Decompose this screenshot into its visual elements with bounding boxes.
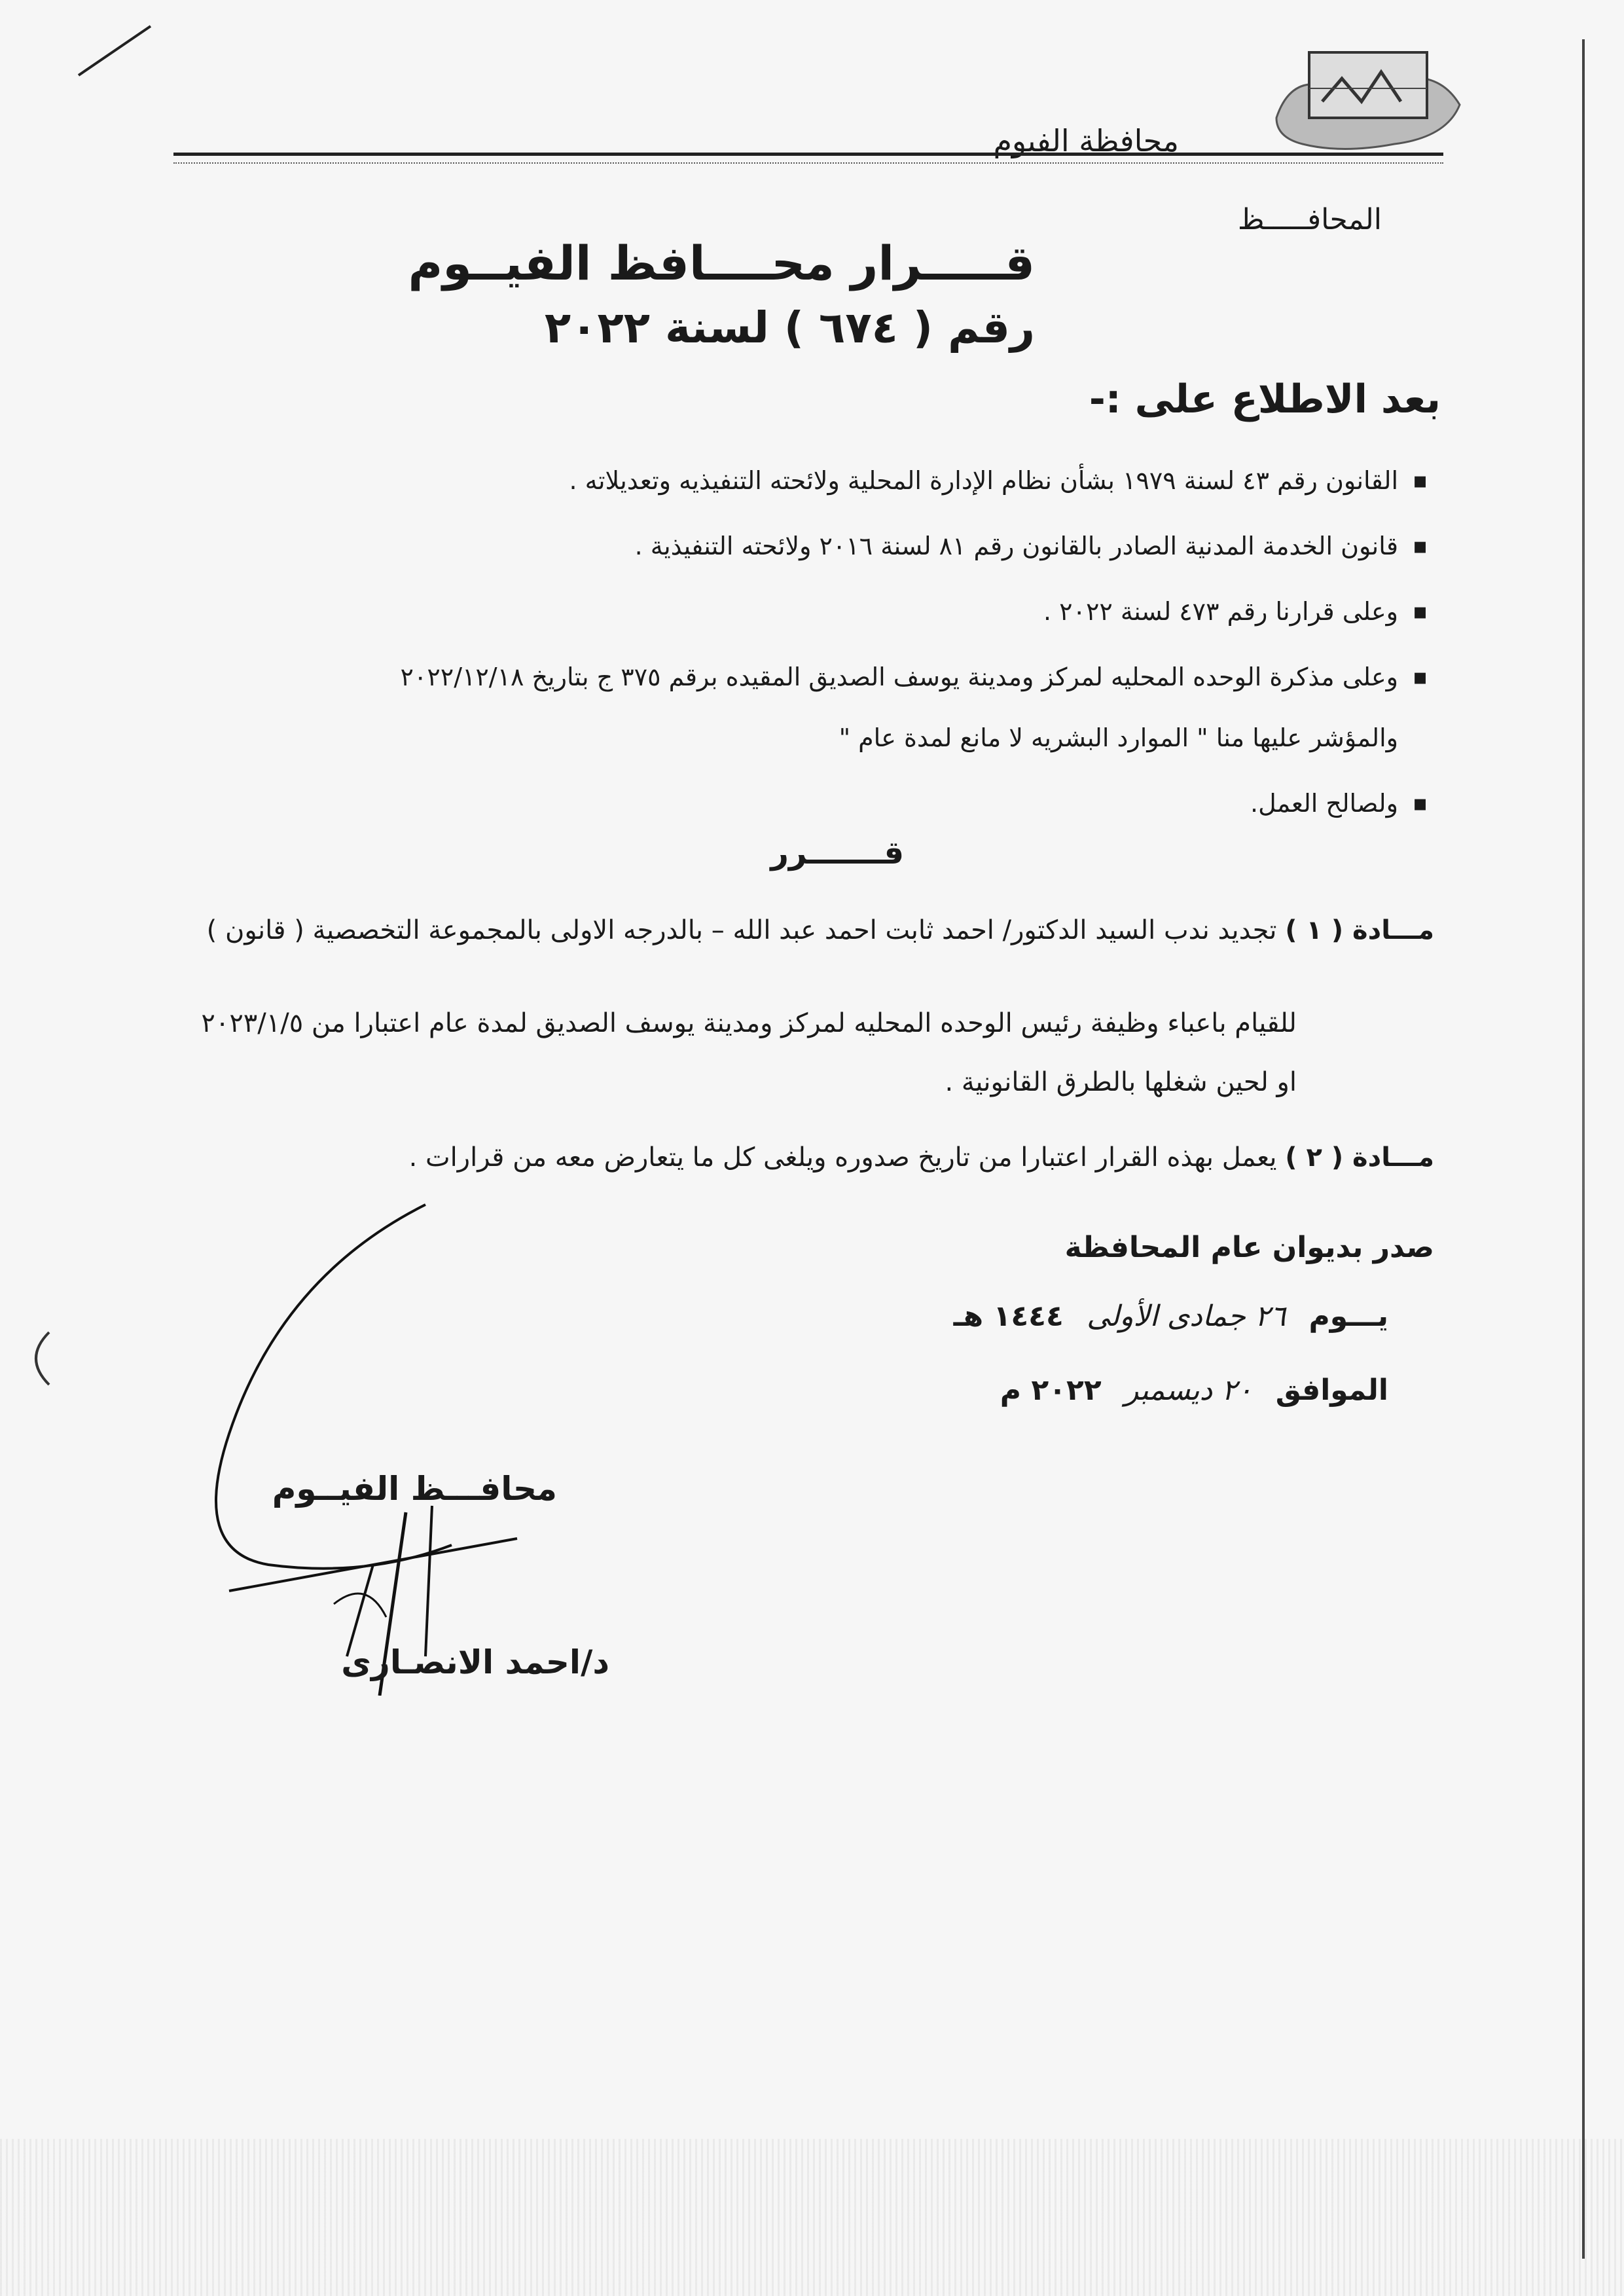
hijri-suffix: ١٤٤٤ هـ bbox=[953, 1300, 1064, 1333]
signatory-title: محافـــظ الفيــوم bbox=[272, 1470, 557, 1508]
margin-mark bbox=[20, 1329, 59, 1388]
gregorian-prefix: الموافق bbox=[1275, 1374, 1388, 1407]
article-text: تجديد ندب السيد الدكتور/ احمد ثابت احمد عبد الله – بالدرجه الاولى بالمجموعة التخصصية ( قانون ) bbox=[206, 915, 1277, 945]
preamble-item-continuation: والمؤشر عليها منا " الموارد البشريه لا مانع لمدة عام " bbox=[839, 723, 1398, 752]
hijri-handwritten: ٢٦ جمادى الأولى bbox=[1087, 1300, 1286, 1333]
governorate-logo bbox=[1263, 39, 1473, 157]
gregorian-handwritten: ٢٠ ديسمبر bbox=[1125, 1374, 1253, 1407]
issued-place: صدر بديوان عام المحافظة bbox=[1064, 1231, 1434, 1264]
preamble-heading: بعد الاطلاع على :- bbox=[1089, 376, 1441, 422]
gregorian-date-line bbox=[1000, 1374, 1388, 1407]
decree-number: رقم ( ٦٧٤ ) لسنة ٢٠٢٢ bbox=[544, 302, 1035, 353]
governorate-name: محافظة الفيوم bbox=[993, 123, 1179, 158]
preamble-item: وعلى قرارنا رقم ٤٧٣ لسنة ٢٠٢٢ . ▪ bbox=[1043, 597, 1398, 626]
preamble-item: وعلى مذكرة الوحده المحليه لمركز ومدينة يوسف الصديق المقيده برقم ٣٧٥ ج بتاريخ ٢٠٢٢/١٢/١٨ ▪ bbox=[401, 663, 1398, 691]
preamble-item: ولصالح العمل. ▪ bbox=[1250, 789, 1398, 818]
article-1 bbox=[207, 915, 1434, 945]
preamble-item: قانون الخدمة المدنية الصادر بالقانون رقم ٨١ لسنة ٢٠١٦ ولائحته التنفيذية . ▪ bbox=[635, 532, 1398, 560]
article-label: مـــادة ( ١ ) bbox=[1285, 915, 1434, 945]
decision-heading: قـــــــرر bbox=[770, 835, 904, 871]
scan-edge bbox=[1582, 39, 1585, 2259]
header-divider bbox=[173, 153, 1443, 164]
decree-title: قـــــرار محــــافظ الفيــوم bbox=[408, 236, 1035, 291]
hijri-date-line bbox=[954, 1300, 1388, 1333]
scan-noise bbox=[0, 2139, 1624, 2296]
preamble-item: القانون رقم ٤٣ لسنة ١٩٧٩ بشأن نظام الإدارة المحلية ولائحته التنفيذيه وتعديلاته . ▪ bbox=[569, 466, 1398, 495]
signatory-name: د/احمد الانصـارى bbox=[341, 1643, 609, 1681]
article-2 bbox=[409, 1142, 1434, 1173]
pen-stroke-mark bbox=[72, 20, 157, 85]
article-1-line-3: او لحين شغلها بالطرق القانونية . bbox=[945, 1067, 1297, 1097]
article-label: مـــادة ( ٢ ) bbox=[1285, 1142, 1434, 1173]
article-text: يعمل بهذه القرار اعتبارا من تاريخ صدوره ويلغى كل ما يتعارض معه من قرارات . bbox=[408, 1142, 1277, 1173]
governor-office-label: المحافـــــظ bbox=[1237, 203, 1382, 236]
handwritten-signature bbox=[151, 1198, 622, 1696]
hijri-prefix: يـــوم bbox=[1308, 1300, 1388, 1333]
article-1-line-2: للقيام باعباء وظيفة رئيس الوحده المحليه لمركز ومدينة يوسف الصديق لمدة عام اعتبارا من ٢٠٢٣/١/٥ bbox=[201, 1008, 1297, 1038]
gregorian-suffix: ٢٠٢٢ م bbox=[1000, 1374, 1102, 1407]
